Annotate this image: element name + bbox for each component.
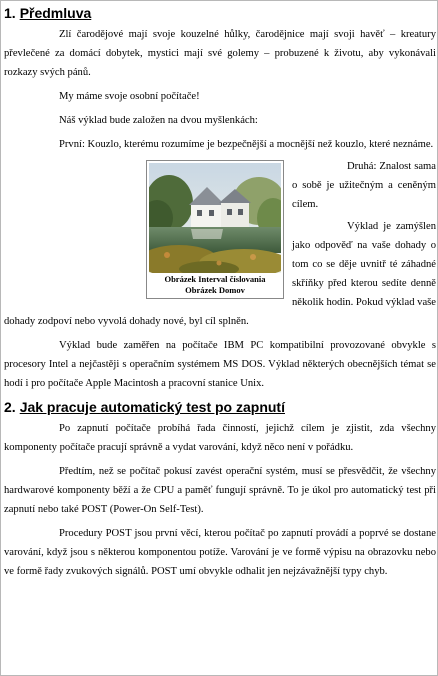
paragraph: My máme svoje osobní počítače! [59, 91, 200, 102]
figure [146, 160, 284, 299]
paragraph: Druhá: Znalost sama o sobě je užitečným a ceněným cílem. [292, 161, 436, 210]
figure-wrap [4, 157, 436, 331]
landscape-image [149, 163, 281, 273]
section-heading-2 [4, 398, 436, 416]
paragraph: Zlí čarodějové mají svoje kouzelné hůlky, čarodějnice mají svoji havěť – kreatury převlečené za domácí dobytek, mystici mají své golemy – probuzené k životu, aby vykonávali rozkazy svých pánů. [4, 29, 436, 78]
section-title: Předmluva [19, 5, 92, 21]
section-number: 2. [4, 399, 16, 415]
section-title: Jak pracuje automatický test po zapnutí [19, 399, 285, 415]
section-number: 1. [4, 5, 16, 21]
paragraph: Předtím, než se počítač pokusí zavést operační systém, musí se přesvědčit, že všechny hardwarové komponenty běží a že CPU a paměť fungují správně. To je úkol pro automatický test při zapnutí nebo také POST (Power-On Self-Test). [4, 466, 436, 515]
paragraph: Po zapnutí počítače probíhá řada činností, jejichž cílem je zjistit, zda všechny komponenty počítače pracují správně a vydat varování, když něco není v pořádku. [4, 423, 436, 453]
paragraph: První: Kouzlo, kterému rozumíme je bezpečnější a mocnější než kouzlo, které neznáme. [59, 139, 434, 150]
caption-line: Obrázek Domov [185, 285, 245, 295]
paragraph: Procedury POST jsou první věcí, kterou počítač po zapnutí provádí a poprvé se dostane varování, když jsou s některou komponentou potíže. Varování je ve formě výpisu na obrazovku nebo ve formě řady zvukových signálů. POST umí obvykle odhalit jen nejzávažnější typy chyb. [4, 528, 436, 577]
house-by-lake-image [149, 163, 281, 273]
paragraph: Výklad bude zaměřen na počítače IBM PC kompatibilní provozované obvykle s procesory Intel a nejčastěji s operačním systémem MS DOS. Výklad některých obecnějších témat se hodí i pro počítače Apple Macintosh a pracovní stanice Unix. [4, 340, 436, 389]
paragraph: Výklad je zamýšlen jako odpověď na vaše dohady o tom co se děje uvnitř té záhadné skříňky před kterou sedíte denně několik hodin. Pokud výklad vaše dohady zodpoví nebo vyvolá dohady nové, byl cíl splněn. [4, 221, 436, 327]
document-content [4, 1, 436, 586]
paragraph: Náš výklad bude založen na dvou myšlenkách: [59, 115, 258, 126]
caption-line: Obrázek Interval číslovania [164, 274, 266, 284]
section-heading-1 [4, 4, 436, 22]
figure-caption [147, 273, 283, 298]
